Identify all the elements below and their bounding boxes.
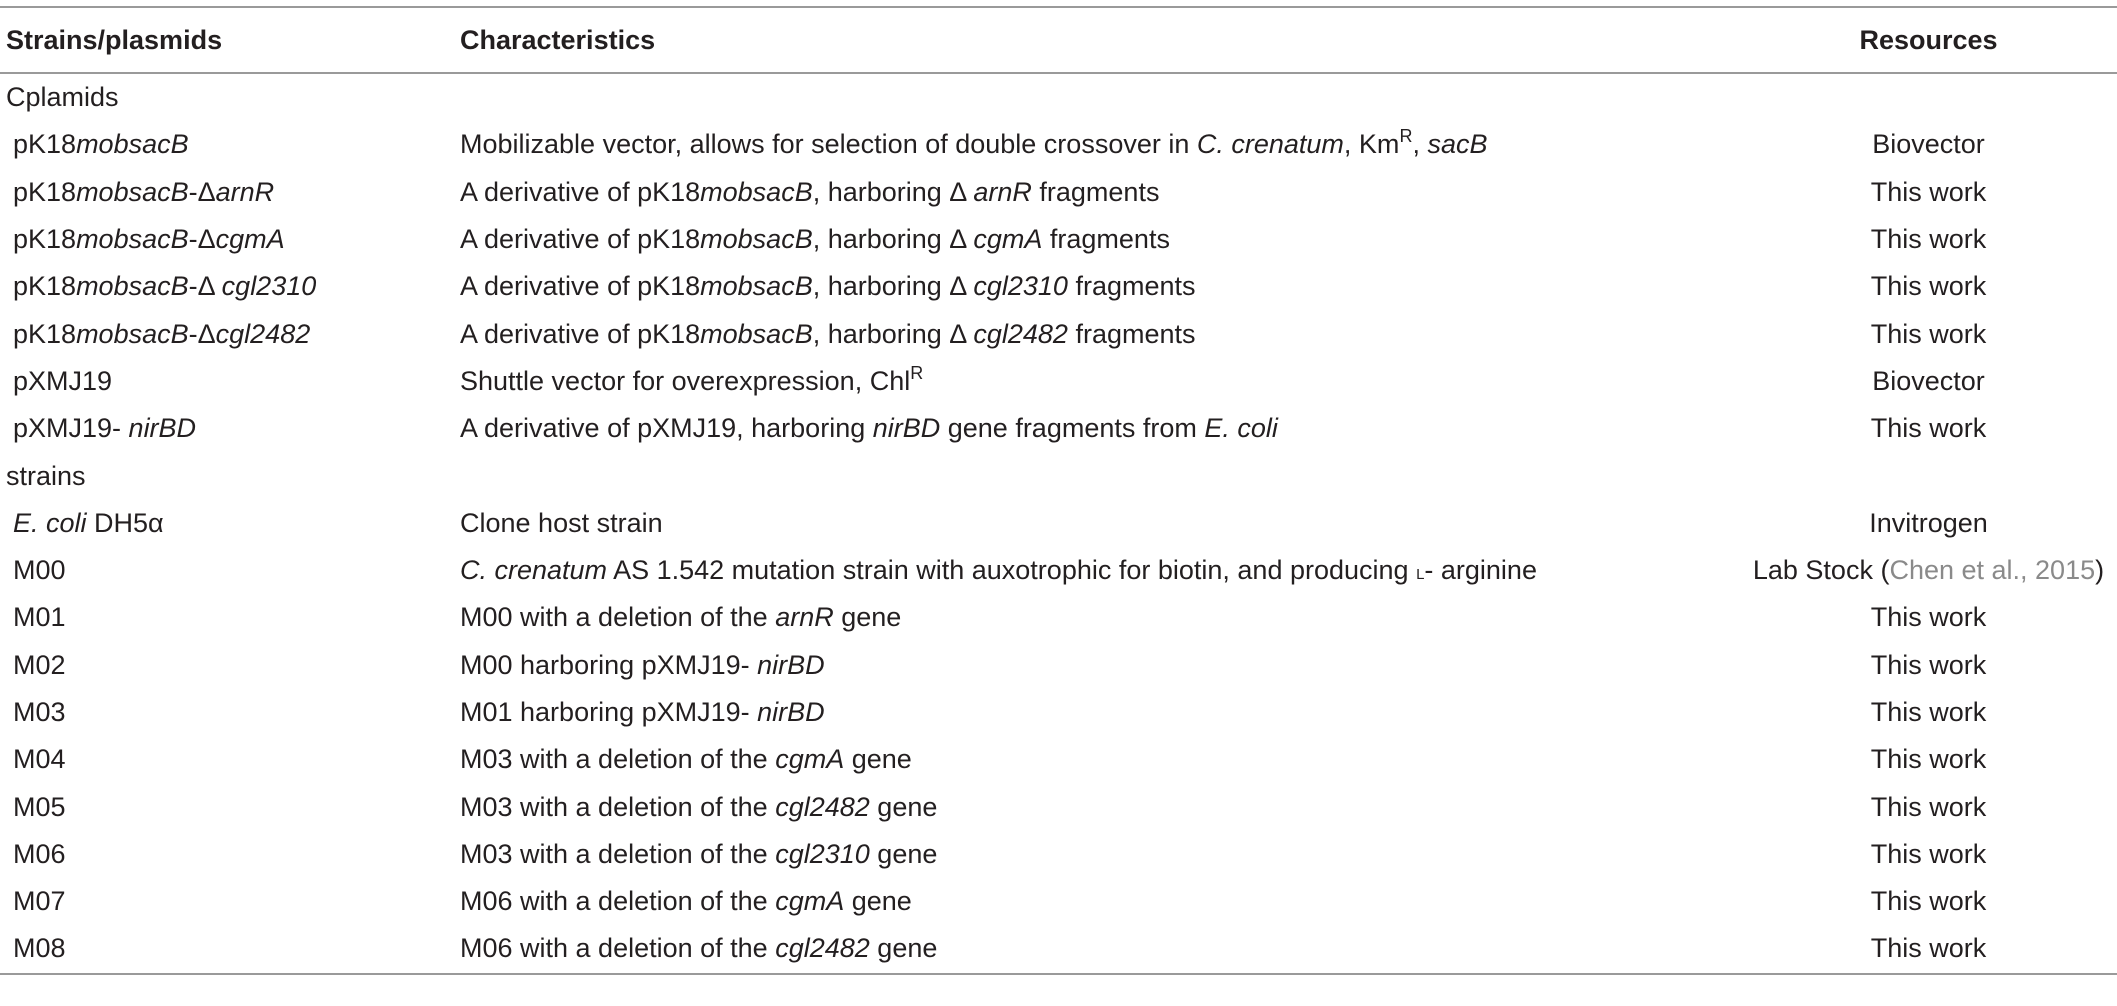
plasmid-name: pK18mobsacB <box>13 129 189 160</box>
strain-characteristics: M00 harboring pXMJ19- nirBD <box>460 649 825 680</box>
strain-characteristics: M03 with a deletion of the cgl2482 gene <box>460 791 938 822</box>
table-row <box>0 594 2117 641</box>
section-row-strains <box>0 452 2117 499</box>
strain-name: E. coli DH5α <box>13 507 164 538</box>
strain-resource: This work <box>1870 838 1987 869</box>
plasmid-characteristics: A derivative of pK18mobsacB, harboring Δ arnR fragments <box>460 176 1160 207</box>
header-strains-plasmids: Strains/plasmids <box>6 24 223 55</box>
table-row <box>0 500 2117 547</box>
table-row <box>0 405 2117 452</box>
strains-plasmids-table <box>0 6 2117 975</box>
strain-characteristics: Clone host strain <box>460 507 663 538</box>
plasmid-name: pK18mobsacB-Δ cgl2310 <box>13 271 317 302</box>
plasmid-resource: This work <box>1870 413 1987 444</box>
table-row <box>0 358 2117 405</box>
strain-characteristics: M06 with a deletion of the cgmA gene <box>460 886 912 917</box>
strain-resource: This work <box>1870 933 1987 964</box>
table-row <box>0 689 2117 736</box>
table-row <box>0 263 2117 310</box>
plasmid-name: pXMJ19- nirBD <box>13 413 197 444</box>
strain-resource: This work <box>1870 791 1987 822</box>
section-label-strains: strains <box>6 460 86 491</box>
table-row <box>0 310 2117 357</box>
table-row <box>0 121 2117 168</box>
plasmid-characteristics: A derivative of pK18mobsacB, harboring Δ cgmA fragments <box>460 224 1170 255</box>
strain-resource: This work <box>1870 697 1987 727</box>
citation-link[interactable]: Chen et al., 2015 <box>1889 555 2096 586</box>
strain-resource: This work <box>1870 602 1987 633</box>
table-row <box>0 831 2117 878</box>
plasmid-resource: This work <box>1870 224 1987 255</box>
header-characteristics: Characteristics <box>460 24 656 55</box>
table-row <box>0 925 2117 973</box>
strain-resource: Lab Stock (Chen et al., 2015) <box>1752 555 2105 586</box>
strain-name: M01 <box>13 602 66 633</box>
plasmid-characteristics: Shuttle vector for overexpression, Chl$^R$ <box>460 362 924 396</box>
table-row <box>0 216 2117 263</box>
table-row <box>0 878 2117 925</box>
table-row <box>0 169 2117 216</box>
plasmid-characteristics: A derivative of pK18mobsacB, harboring Δ cgl2310 fragments <box>460 271 1196 302</box>
plasmid-resource: Biovector <box>1872 129 1985 160</box>
strain-name: M06 <box>13 838 66 869</box>
strain-name: M03 <box>13 697 66 727</box>
plasmid-name: pK18mobsacB-Δcgl2482 <box>13 318 311 349</box>
plasmid-characteristics: A derivative of pXMJ19, harboring nirBD gene fragments from E. coli <box>460 413 1278 444</box>
section-label-plasmids: Cplamids <box>6 82 119 113</box>
strain-characteristics: M06 with a deletion of the cgl2482 gene <box>460 933 938 964</box>
strain-characteristics: M01 harboring pXMJ19- nirBD <box>460 697 825 727</box>
strain-name: M07 <box>13 886 66 917</box>
plasmid-name: pK18mobsacB-ΔarnR <box>13 176 275 207</box>
strain-resource: Invitrogen <box>1869 507 1988 538</box>
section-row-plasmids <box>0 73 2117 121</box>
strain-characteristics: M03 with a deletion of the cgl2310 gene <box>460 838 938 869</box>
table-row <box>0 642 2117 689</box>
plasmid-resource: This work <box>1870 271 1987 302</box>
strain-name: M00 <box>13 555 66 586</box>
plasmid-characteristics: Mobilizable vector, allows for selection of double crossover in C. crenatum, $Km^R$, sacB <box>460 126 1488 160</box>
plasmid-name: pK18mobsacB-ΔcgmA <box>13 224 285 255</box>
strain-name: M08 <box>13 933 66 964</box>
strain-resource: This work <box>1870 886 1987 917</box>
strain-name: M05 <box>13 791 66 822</box>
plasmid-characteristics: A derivative of pK18mobsacB, harboring Δ cgl2482 fragments <box>460 318 1196 349</box>
plasmid-resource: This work <box>1870 176 1987 207</box>
strain-name: M02 <box>13 649 66 680</box>
strain-resource: This work <box>1870 649 1987 680</box>
plasmid-resource: Biovector <box>1872 365 1985 396</box>
table-row <box>0 783 2117 830</box>
strain-characteristics: M03 with a deletion of the cgmA gene <box>460 744 912 775</box>
table-row <box>0 736 2117 783</box>
table-row <box>0 547 2117 594</box>
header-resources: Resources <box>1859 24 1998 55</box>
plasmid-name: pXMJ19 <box>13 365 113 396</box>
table-header-row <box>0 7 2117 73</box>
strain-name: M04 <box>13 744 66 775</box>
strain-resource: This work <box>1870 744 1987 775</box>
plasmid-resource: This work <box>1870 318 1987 349</box>
strain-characteristics: C. crenatum AS 1.542 mutation strain with auxotrophic for biotin, and producing l- arginine <box>460 555 1537 586</box>
strain-characteristics: M00 with a deletion of the arnR gene <box>460 602 902 633</box>
